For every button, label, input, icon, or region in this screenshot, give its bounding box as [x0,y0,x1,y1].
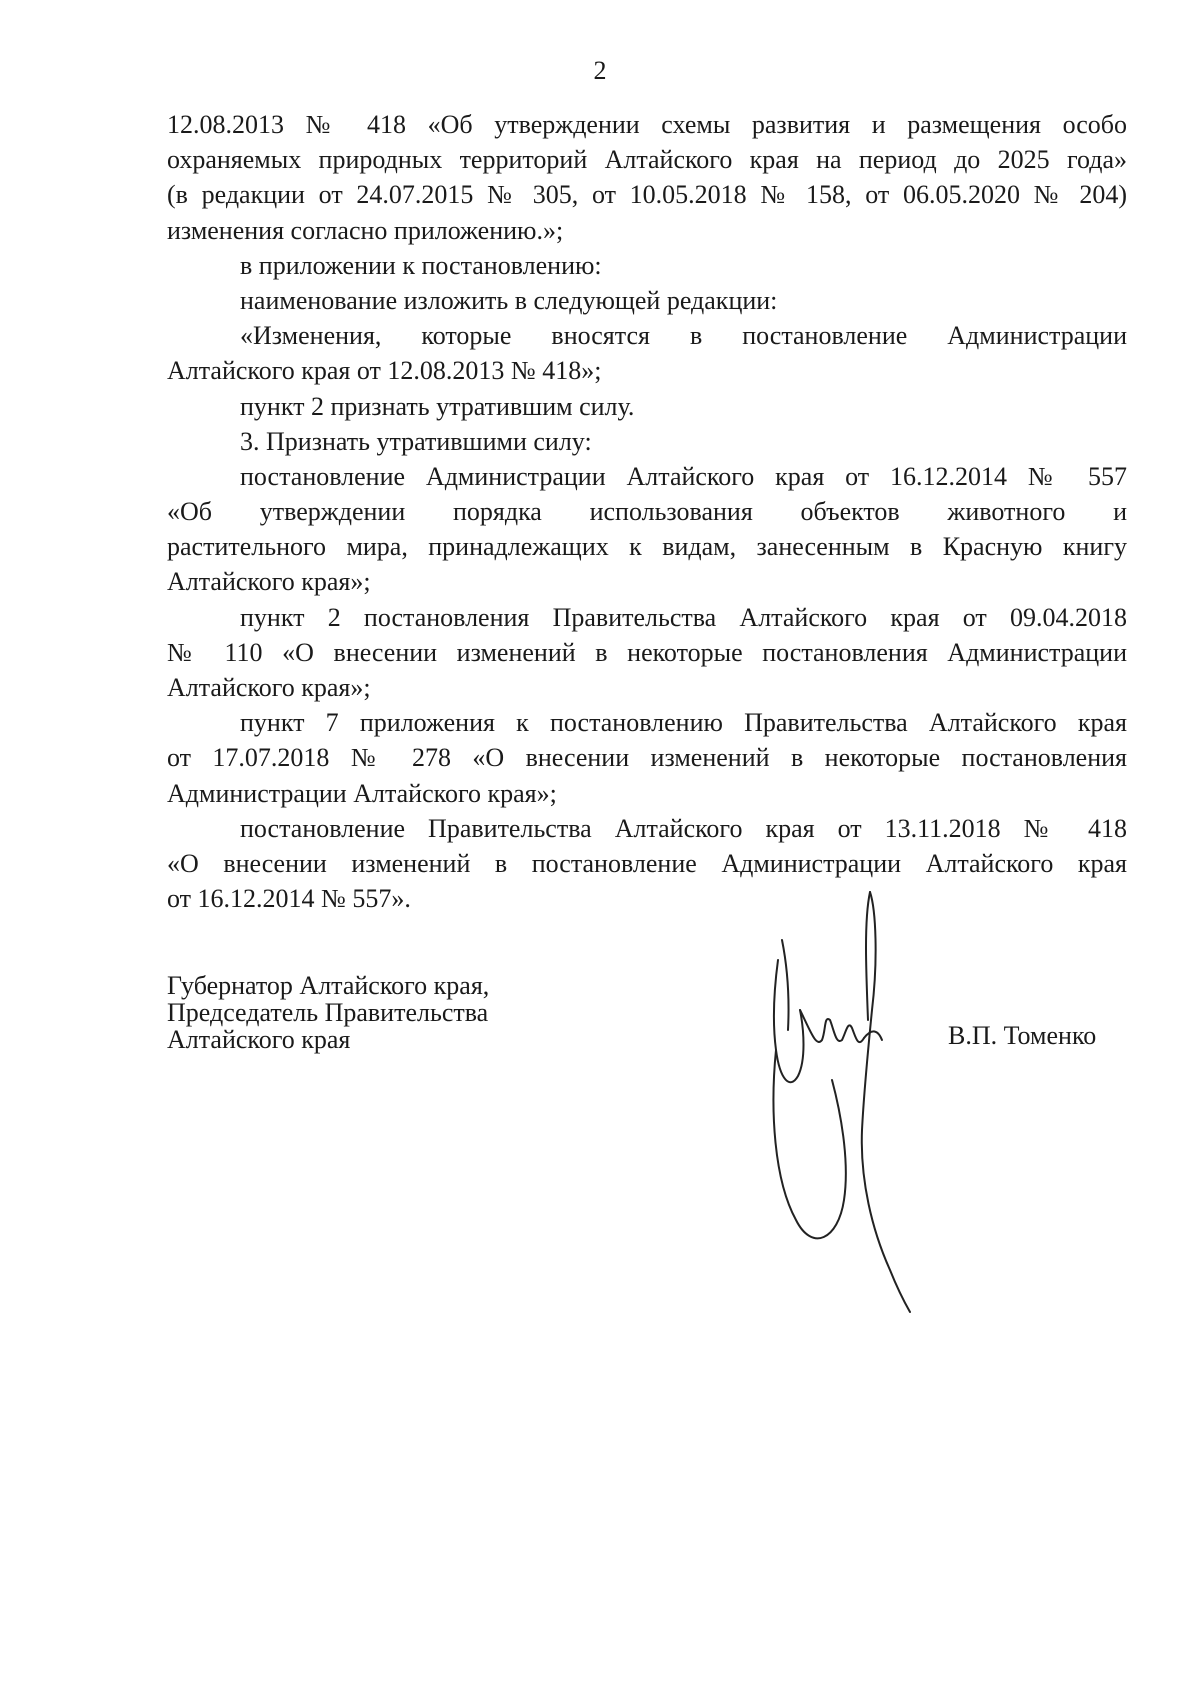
text-line: «Изменения, которые вносятся в постановление Администрации [240,321,1127,351]
text-line: Алтайского края от 12.08.2013 № 418»; [167,356,602,386]
text-line: 12.08.2013 № 418 «Об утверждении схемы развития и размещения особо [167,110,1127,139]
text-line: пункт 2 признать утратившим силу. [240,391,635,421]
text-line: постановление Правительства Алтайского края от 13.11.2018 № 418 [240,813,1127,843]
text-line: Алтайского края»; [167,673,371,702]
text-line: № 110 «О внесении изменений в некоторые постановления Администрации [167,637,1127,667]
text-line: Администрации Алтайского края»; [167,778,557,808]
text-line: от 17.07.2018 № 278 «О внесении изменений в некоторые постановления [167,743,1127,773]
text-line: «О внесении изменений в постановление Администрации Алтайского края [167,848,1127,878]
text-line: охраняемых природных территорий Алтайского края на период до 2025 года» [167,145,1127,175]
page-number: 2 [593,56,607,85]
text-line: от 16.12.2014 № 557». [167,884,411,914]
signatory-title-line-2: Председатель Правительства [167,998,489,1027]
signatory-title-line-1: Губернатор Алтайского края, [167,971,490,1000]
text-line: 3. Признать утратившими силу: [240,426,592,456]
text-line: в приложении к постановлению: [240,250,602,280]
text-line: (в редакции от 24.07.2015 № 305, от 10.05.2018 № 158, от 06.05.2020 № 204) [167,180,1127,210]
text-line: изменения согласно приложению.»; [167,215,564,245]
handwritten-signature [760,880,940,1320]
text-line: пункт 2 постановления Правительства Алтайского края от 09.04.2018 [240,602,1127,632]
signatory-title [167,972,489,1053]
text-line: постановление Администрации Алтайского края от 16.12.2014 № 557 [240,461,1127,491]
text-line: пункт 7 приложения к постановлению Правительства Алтайского края [240,708,1127,738]
text-line: Алтайского края»; [167,567,371,597]
signatory-title-line-3: Алтайского края [167,1025,351,1054]
text-line: «Об утверждении порядка использования объектов животного и [167,497,1127,527]
signatory-name: В.П. Томенко [948,1021,1097,1050]
text-line: растительного мира, принадлежащих к видам, занесенным в Красную книгу [167,532,1127,562]
text-line: наименование изложить в следующей редакции: [240,285,778,315]
document-body [167,107,1127,916]
